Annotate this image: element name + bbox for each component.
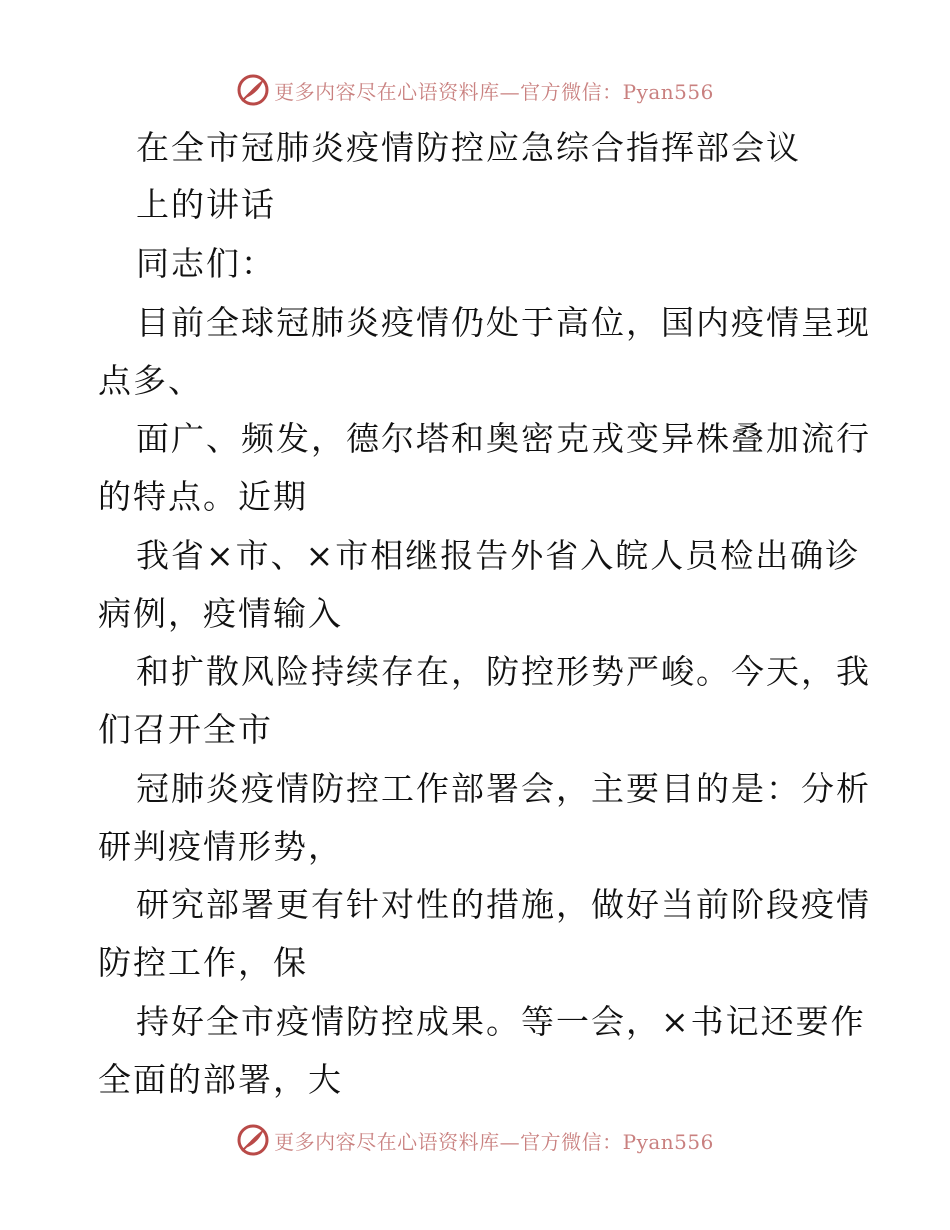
paragraph-line: 持好全市疫情防控成果。等一会，×书记还要作 xyxy=(136,1002,866,1041)
paragraph-line: 面广、频发，德尔塔和奥密克戎变异株叠加流行 xyxy=(136,419,871,458)
title-line-2: 上的讲话 xyxy=(136,185,276,224)
paragraph-line: 我省×市、×市相继报告外省入皖人员检出确诊 xyxy=(136,536,861,575)
paragraph-line: 点多、 xyxy=(98,361,203,400)
feather-pen-logo-icon xyxy=(236,1123,270,1157)
paragraph-line: 防控工作，保 xyxy=(98,943,308,982)
paragraph-line: 的特点。近期 xyxy=(98,477,308,516)
footer-banner-text: 更多内容尽在心语资料库—官方微信：Pyan556 xyxy=(274,1129,714,1154)
paragraph-line: 病例，疫情输入 xyxy=(98,594,343,633)
header-banner-text: 更多内容尽在心语资料库—官方微信：Pyan556 xyxy=(274,79,714,104)
header-banner xyxy=(0,70,950,110)
salutation: 同志们： xyxy=(136,244,276,283)
paragraph-line: 全面的部署，大 xyxy=(98,1060,343,1099)
paragraph-line: 冠肺炎疫情防控工作部署会，主要目的是：分析 xyxy=(136,769,871,808)
footer-banner xyxy=(0,1120,950,1160)
paragraph-line: 目前全球冠肺炎疫情仍处于高位，国内疫情呈现 xyxy=(136,303,871,342)
paragraph-line: 们召开全市 xyxy=(98,710,273,749)
paragraph-line: 研判疫情形势， xyxy=(98,827,343,866)
feather-pen-logo-icon xyxy=(236,73,270,107)
paragraph-line: 和扩散风险持续存在，防控形势严峻。今天，我 xyxy=(136,652,871,691)
paragraph-line: 研究部署更有针对性的措施，做好当前阶段疫情 xyxy=(136,885,871,924)
document-body xyxy=(0,118,950,1108)
title-line-1: 在全市冠肺炎疫情防控应急综合指挥部会议 xyxy=(136,128,801,167)
